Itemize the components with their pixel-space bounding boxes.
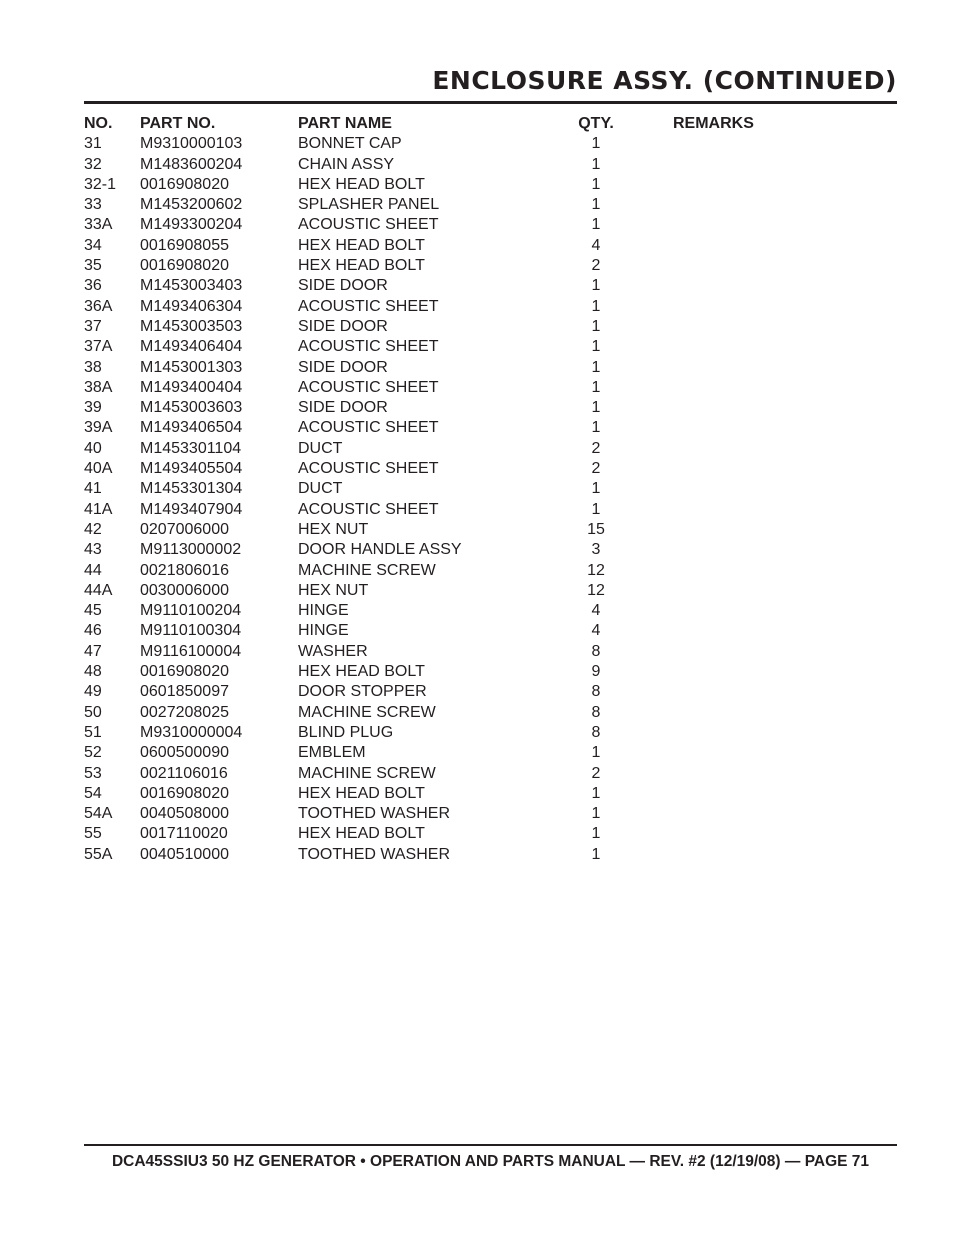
- cell-part-name: SIDE DOOR: [298, 317, 388, 335]
- cell-part-no: M9110100204: [140, 602, 242, 620]
- cell-no: 53: [84, 764, 102, 782]
- cell-qty: 2: [591, 439, 601, 457]
- cell-no: 31: [84, 135, 102, 153]
- cell-part-name: ACOUSTIC SHEET: [298, 338, 439, 356]
- cell-part-no: M1493406404: [140, 338, 243, 356]
- cell-part-name: HEX NUT: [298, 581, 369, 599]
- table-row: [84, 215, 897, 235]
- table-row: [84, 276, 897, 296]
- cell-qty: 2: [591, 460, 601, 478]
- cell-qty: 1: [591, 825, 601, 843]
- table-row: [84, 175, 897, 195]
- cell-part-name: ACOUSTIC SHEET: [298, 216, 439, 234]
- cell-part-name: HEX HEAD BOLT: [298, 257, 425, 275]
- cell-no: 32-1: [84, 175, 117, 193]
- table-header: [84, 114, 897, 134]
- cell-part-name: CHAIN ASSY: [298, 155, 395, 173]
- cell-part-name: ACOUSTIC SHEET: [298, 297, 439, 315]
- cell-no: 40A: [84, 460, 113, 478]
- cell-qty: 4: [591, 622, 601, 640]
- cell-no: 38: [84, 358, 102, 376]
- cell-no: 51: [84, 723, 102, 741]
- table-row: [84, 743, 897, 763]
- cell-part-no: M1493405504: [140, 460, 243, 478]
- cell-no: 33: [84, 196, 102, 214]
- cell-part-no: M1453301304: [140, 480, 243, 498]
- cell-part-no: 0016908055: [140, 236, 229, 254]
- cell-part-no: M9110100304: [140, 622, 242, 640]
- cell-part-no: M9310000103: [140, 135, 243, 153]
- header-part-no: PART NO.: [140, 115, 216, 132]
- cell-qty: 8: [591, 723, 601, 741]
- cell-qty: 1: [591, 744, 601, 762]
- cell-no: 36: [84, 277, 102, 295]
- cell-qty: 2: [591, 257, 601, 275]
- cell-part-name: BONNET CAP: [298, 135, 402, 153]
- cell-qty: 1: [591, 399, 601, 417]
- cell-qty: 12: [587, 561, 605, 579]
- cell-no: 44: [84, 561, 102, 579]
- cell-qty: 8: [591, 683, 601, 701]
- cell-qty: 1: [591, 175, 601, 193]
- cell-part-name: DOOR STOPPER: [298, 683, 427, 701]
- table-row: [84, 479, 897, 499]
- cell-part-no: 0040510000: [140, 845, 229, 863]
- cell-qty: 1: [591, 317, 601, 335]
- cell-part-no: M1493406304: [140, 297, 243, 315]
- table-row: [84, 398, 897, 418]
- cell-qty: 8: [591, 642, 601, 660]
- cell-qty: 2: [591, 764, 601, 782]
- table-row: [84, 155, 897, 175]
- cell-part-no: M1453003603: [140, 399, 243, 417]
- cell-part-name: SIDE DOOR: [298, 399, 388, 417]
- cell-qty: 1: [591, 155, 601, 173]
- cell-qty: 3: [591, 541, 601, 559]
- cell-part-name: TOOTHED WASHER: [298, 805, 451, 823]
- cell-part-name: TOOTHED WASHER: [298, 845, 451, 863]
- cell-no: 43: [84, 541, 102, 559]
- cell-part-no: M1493400404: [140, 378, 243, 396]
- cell-no: 36A: [84, 297, 113, 315]
- table-row: [84, 642, 897, 662]
- cell-part-no: M9113000002: [140, 541, 242, 559]
- title-rule: [84, 101, 897, 104]
- cell-no: 41: [84, 480, 102, 498]
- table-row: [84, 662, 897, 682]
- cell-no: 46: [84, 622, 102, 640]
- cell-part-no: 0040508000: [140, 805, 229, 823]
- cell-part-name: DOOR HANDLE ASSY: [298, 541, 462, 559]
- table-row: [84, 824, 897, 844]
- cell-part-name: SIDE DOOR: [298, 277, 388, 295]
- cell-part-no: 0030006000: [140, 581, 229, 599]
- header-remarks: REMARKS: [673, 115, 754, 132]
- cell-part-name: HEX HEAD BOLT: [298, 784, 425, 802]
- cell-qty: 4: [591, 602, 601, 620]
- table-row: [84, 804, 897, 824]
- cell-qty: 12: [587, 581, 605, 599]
- table-row: [84, 297, 897, 317]
- table-row: [84, 621, 897, 641]
- cell-qty: 4: [591, 236, 601, 254]
- cell-part-no: M1453301104: [140, 439, 242, 457]
- cell-no: 48: [84, 663, 102, 681]
- cell-part-name: HINGE: [298, 602, 349, 620]
- cell-part-no: 0017110020: [140, 825, 228, 843]
- cell-qty: 1: [591, 784, 601, 802]
- cell-qty: 1: [591, 805, 601, 823]
- cell-no: 33A: [84, 216, 113, 234]
- cell-no: 47: [84, 642, 102, 660]
- footer-rule: [84, 1144, 897, 1146]
- cell-part-no: M1483600204: [140, 155, 243, 173]
- table-row: [84, 134, 897, 154]
- cell-part-name: BLIND PLUG: [298, 723, 394, 741]
- cell-no: 55: [84, 825, 102, 843]
- cell-part-name: SIDE DOOR: [298, 358, 388, 376]
- table-row: [84, 764, 897, 784]
- cell-qty: 1: [591, 419, 601, 437]
- cell-part-name: HEX HEAD BOLT: [298, 175, 425, 193]
- page-footer: DCA45SSIU3 50 HZ GENERATOR • OPERATION AND PARTS MANUAL — REV. #2 (12/19/08) — PAGE 71: [111, 1153, 870, 1170]
- table-row: [84, 561, 897, 581]
- cell-qty: 1: [591, 480, 601, 498]
- cell-part-no: 0016908020: [140, 784, 229, 802]
- cell-part-name: HEX HEAD BOLT: [298, 825, 425, 843]
- cell-no: 54: [84, 784, 102, 802]
- cell-no: 37: [84, 317, 102, 335]
- cell-no: 40: [84, 439, 102, 457]
- cell-no: 42: [84, 520, 102, 538]
- cell-no: 35: [84, 257, 102, 275]
- table-row: [84, 784, 897, 804]
- cell-part-no: 0021806016: [140, 561, 229, 579]
- cell-part-name: MACHINE SCREW: [298, 561, 436, 579]
- cell-part-name: HEX HEAD BOLT: [298, 663, 425, 681]
- cell-part-no: 0601850097: [140, 683, 229, 701]
- table-row: [84, 723, 897, 743]
- table-row: [84, 682, 897, 702]
- cell-no: 39: [84, 399, 102, 417]
- cell-part-no: 0207006000: [140, 520, 229, 538]
- cell-qty: 1: [591, 845, 601, 863]
- table-row: [84, 540, 897, 560]
- cell-part-no: M1493406504: [140, 419, 243, 437]
- parts-table: [84, 114, 897, 865]
- cell-no: 34: [84, 236, 102, 254]
- cell-part-no: 0016908020: [140, 175, 229, 193]
- cell-qty: 15: [587, 520, 605, 538]
- cell-part-name: HEX HEAD BOLT: [298, 236, 425, 254]
- cell-qty: 9: [591, 663, 601, 681]
- table-row: [84, 703, 897, 723]
- cell-part-no: M1453200602: [140, 196, 243, 214]
- cell-no: 52: [84, 744, 102, 762]
- cell-no: 50: [84, 703, 102, 721]
- table-row: [84, 845, 897, 865]
- table-row: [84, 337, 897, 357]
- cell-part-no: M1453001303: [140, 358, 243, 376]
- cell-qty: 1: [591, 338, 601, 356]
- cell-no: 45: [84, 602, 102, 620]
- cell-part-name: SPLASHER PANEL: [298, 196, 440, 214]
- cell-part-no: 0021106016: [140, 764, 228, 782]
- cell-part-no: M9116100004: [140, 642, 242, 660]
- cell-no: 38A: [84, 378, 113, 396]
- cell-qty: 1: [591, 297, 601, 315]
- table-row: [84, 601, 897, 621]
- table-row: [84, 500, 897, 520]
- table-row: [84, 581, 897, 601]
- cell-part-no: 0016908020: [140, 257, 229, 275]
- cell-part-name: MACHINE SCREW: [298, 703, 436, 721]
- cell-part-no: M1493300204: [140, 216, 243, 234]
- cell-qty: 8: [591, 703, 601, 721]
- cell-part-name: HEX NUT: [298, 520, 369, 538]
- header-no: NO.: [84, 115, 113, 132]
- table-row: [84, 358, 897, 378]
- cell-part-no: 0027208025: [140, 703, 229, 721]
- cell-qty: 1: [591, 196, 601, 214]
- cell-part-name: ACOUSTIC SHEET: [298, 500, 439, 518]
- table-row: [84, 378, 897, 398]
- table-row: [84, 236, 897, 256]
- table-row: [84, 256, 897, 276]
- cell-part-no: M9310000004: [140, 723, 243, 741]
- cell-part-name: WASHER: [298, 642, 368, 660]
- cell-no: 55A: [84, 845, 113, 863]
- cell-part-name: EMBLEM: [298, 744, 366, 762]
- cell-no: 49: [84, 683, 102, 701]
- cell-part-no: M1493407904: [140, 500, 243, 518]
- cell-part-no: 0600500090: [140, 744, 229, 762]
- cell-part-name: ACOUSTIC SHEET: [298, 460, 439, 478]
- table-row: [84, 439, 897, 459]
- cell-part-no: M1453003503: [140, 317, 243, 335]
- cell-qty: 1: [591, 358, 601, 376]
- table-body: [84, 134, 897, 865]
- cell-no: 37A: [84, 338, 113, 356]
- table-row: [84, 459, 897, 479]
- cell-qty: 1: [591, 216, 601, 234]
- cell-qty: 1: [591, 135, 601, 153]
- cell-no: 44A: [84, 581, 113, 599]
- cell-part-no: 0016908020: [140, 663, 229, 681]
- table-row: [84, 418, 897, 438]
- table-row: [84, 520, 897, 540]
- cell-no: 41A: [84, 500, 113, 518]
- table-row: [84, 317, 897, 337]
- cell-part-no: M1453003403: [140, 277, 243, 295]
- cell-no: 54A: [84, 805, 113, 823]
- cell-part-name: ACOUSTIC SHEET: [298, 378, 439, 396]
- page-title: ENCLOSURE ASSY. (CONTINUED): [432, 66, 897, 95]
- cell-qty: 1: [591, 378, 601, 396]
- cell-qty: 1: [591, 277, 601, 295]
- cell-part-name: DUCT: [298, 480, 343, 498]
- cell-no: 32: [84, 155, 102, 173]
- cell-qty: 1: [591, 500, 601, 518]
- header-part-name: PART NAME: [298, 115, 392, 132]
- table-row: [84, 195, 897, 215]
- cell-part-name: HINGE: [298, 622, 349, 640]
- header-qty: QTY.: [578, 115, 614, 132]
- cell-no: 39A: [84, 419, 113, 437]
- cell-part-name: ACOUSTIC SHEET: [298, 419, 439, 437]
- cell-part-name: DUCT: [298, 439, 343, 457]
- cell-part-name: MACHINE SCREW: [298, 764, 436, 782]
